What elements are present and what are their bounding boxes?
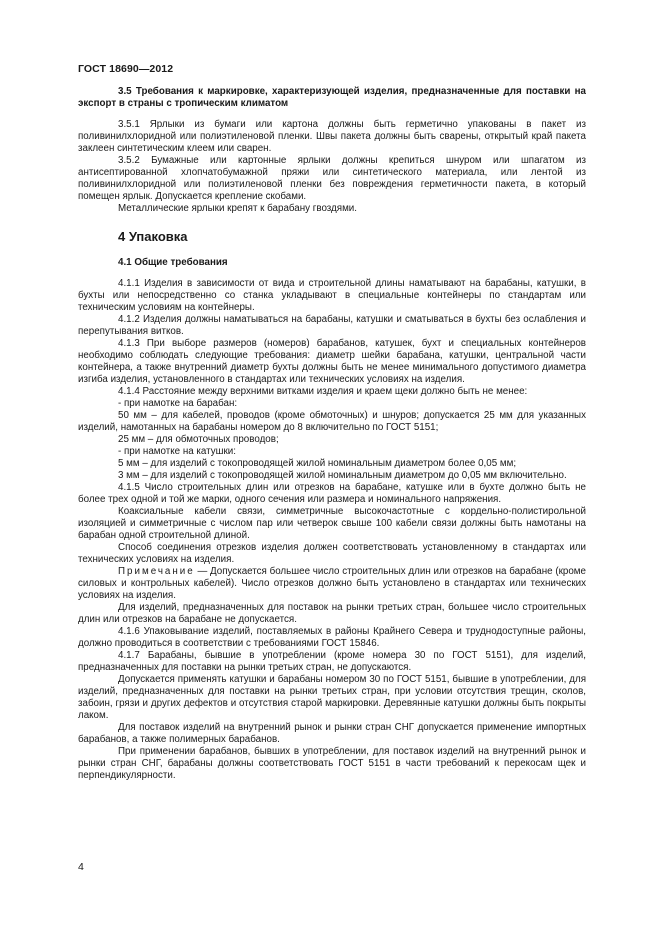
page-header: ГОСТ 18690—2012: [78, 63, 174, 75]
paragraph-4-1-1: 4.1.1 Изделия в зависимости от вида и строительной длины наматывают на барабаны, катушки, в бухты или непосредственно со станка укладывают в специальные контейнеры по стандартам или техническим условиям на контейнеры.: [78, 278, 586, 313]
section-heading-4: 4 Упаковка: [118, 229, 188, 244]
note-text: — Допускается большее число строительных длин или отрезков на барабане (кроме силовых и контрольных кабелей). Число отрезков должно быть установлено в стандартах или технических условиях на изделия.: [78, 566, 586, 601]
paragraph-4-1-3: 4.1.3 При выборе размеров (номеров) барабанов, катушек, бухт и специальных контейнеров необходимо соблюдать следующие требования: диаметр шейки барабана, катушки, центральной части контейнера, а также внутренний диаметр бухты должны быть не менее минимального допустимого диаметра изгиба изделия, установленного в стандартах или технических условиях на изделия.: [78, 338, 586, 385]
section-heading-3-5: 3.5 Требования к маркировке, характеризующей изделия, предназначенные для поставки на экспорт в страны с тропическим климатом: [78, 86, 586, 109]
page-number: 4: [78, 861, 84, 873]
paragraph-4-1-7-used-drums: При применении барабанов, бывших в употреблении, для поставок изделий на внутренний рынок и рынки стран СНГ, барабаны должны соответствовать ГОСТ 5151 в части требований к перекосам щек и перпендикулярности.: [78, 746, 586, 781]
paragraph-4-1-2: 4.1.2 Изделия должны наматываться на барабаны, катушки и сматываться в бухты без ослабления и перепутывания витков.: [78, 314, 586, 337]
paragraph-4-1-7-allowed: Допускается применять катушки и барабаны номером 30 по ГОСТ 5151, бывшие в употреблении, для изделий, предназначенных для поставки на рынки третьих стран, при условии отсутствия трещин, сколов, забоин, грязи и других дефектов и отсутствия старой маркировки. Деревянные катушки должны быть покрыты лаком.: [78, 674, 586, 721]
paragraph-4-1-4-3mm: 3 мм – для изделий с токопроводящей жилой номинальным диаметром до 0,05 мм включительно.: [118, 470, 567, 481]
paragraph-4-1-5-joining: Способ соединения отрезков изделия должен соответствовать установленному в стандартах или технических условиях на изделия.: [78, 542, 586, 565]
paragraph-4-1-5-note: [78, 566, 586, 602]
paragraph-4-1-4-drum: - при намотке на барабан:: [118, 398, 238, 409]
paragraph-4-1-5-third-countries: Для изделий, предназначенных для поставок на рынки третьих стран, большее число строительных длин или отрезков на барабане не допускается.: [78, 602, 586, 625]
paragraph-4-1-4-25mm: 25 мм – для обмоточных проводов;: [118, 434, 279, 445]
paragraph-4-1-5: 4.1.5 Число строительных длин или отрезков на барабане, катушке или в бухте должно быть не более трех одной и той же марки, одного сечения или размера и номинального напряжения.: [78, 482, 586, 505]
paragraph-4-1-7-import: Для поставок изделий на внутренний рынок и рынки стран СНГ допускается применение импортных барабанов, а также полимерных барабанов.: [78, 722, 586, 745]
paragraph-4-1-4: 4.1.4 Расстояние между верхними витками изделия и краем щеки должно быть не менее:: [118, 386, 528, 397]
paragraph-4-1-5-coaxial: Коаксиальные кабели связи, симметричные высокочастотные с кордельно-полистирольной изоляцией и симметричные с числом пар или четверок свыше 100 кабели связи должны быть намотаны на барабан одной строительной длиной.: [78, 506, 586, 541]
paragraph-3-5-2: 3.5.2 Бумажные или картонные ярлыки должны крепиться шнуром или шпагатом из антисептированной хлопчатобумажной пряжи или синтетического материала, или лентой из поливинилхлоридной или полиэтиленовой пленки без повреждения герметичности пакета, в который помещен ярлык. Допускается крепление скобами.: [78, 155, 586, 202]
section-heading-4-1: 4.1 Общие требования: [118, 257, 228, 268]
paragraph-3-5-2-metal: Металлические ярлыки крепят к барабану гвоздями.: [118, 203, 358, 214]
note-label: Примечание: [118, 566, 195, 577]
paragraph-4-1-4-5mm: 5 мм – для изделий с токопроводящей жилой номинальным диаметром более 0,05 мм;: [118, 458, 517, 469]
paragraph-4-1-6: 4.1.6 Упаковывание изделий, поставляемых в районы Крайнего Севера и труднодоступные районы, должно проводиться в соответствии с требованиями ГОСТ 15846.: [78, 626, 586, 649]
paragraph-4-1-4-50mm: 50 мм – для кабелей, проводов (кроме обмоточных) и шнуров; допускается 25 мм для указанных изделий, намотанных на барабаны номером до 8 включительно по ГОСТ 5151;: [78, 410, 586, 433]
paragraph-4-1-7: 4.1.7 Барабаны, бывшие в употреблении (кроме номера 30 по ГОСТ 5151), для изделий, предназначенных для поставки на рынки третьих стран, не допускаются.: [78, 650, 586, 673]
paragraph-4-1-4-coil: - при намотке на катушки:: [118, 446, 236, 457]
document-body: [78, 86, 586, 782]
paragraph-3-5-1: 3.5.1 Ярлыки из бумаги или картона должны быть герметично упакованы в пакет из поливинилхлоридной или полиэтиленовой пленки. Швы пакета должны быть сварены, открытый край пакета заклеен синтетическим клеем или сварен.: [78, 119, 586, 154]
